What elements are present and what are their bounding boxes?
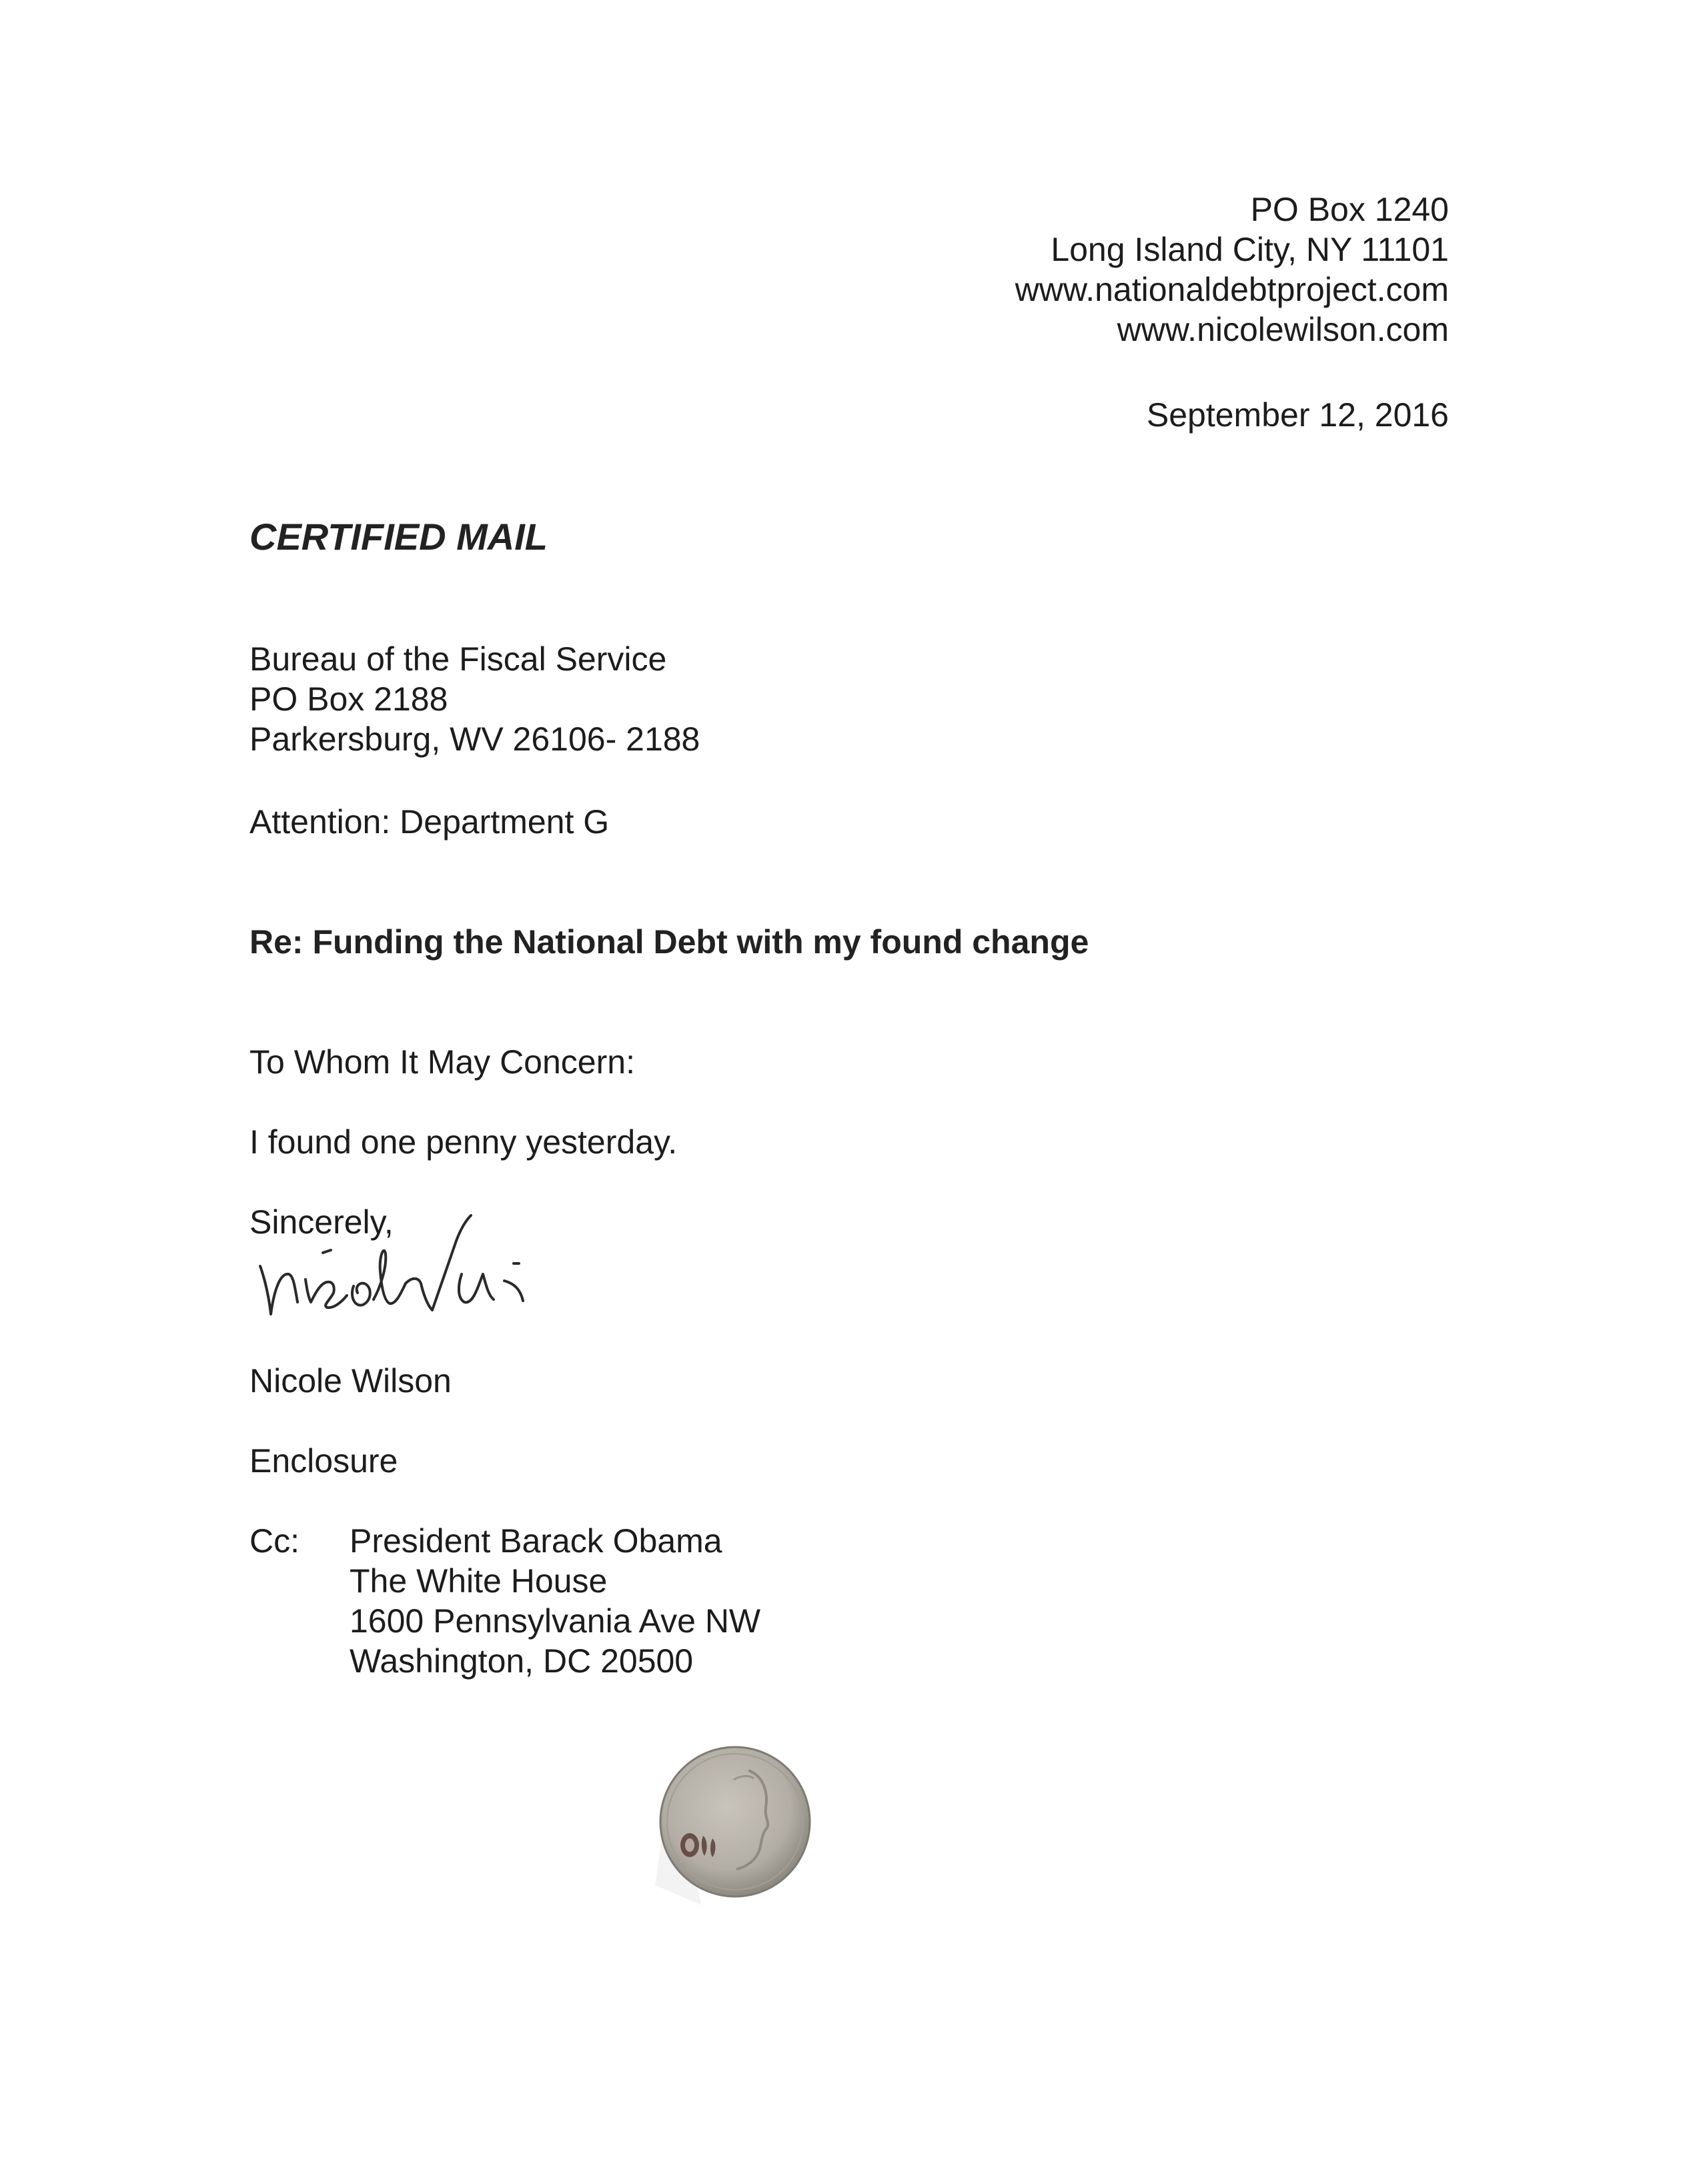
- handwritten-signature: [253, 1214, 627, 1347]
- sender-address-block: [1015, 189, 1449, 350]
- letter-date: September 12, 2016: [1146, 396, 1449, 434]
- complimentary-closing: Sincerely,: [249, 1203, 394, 1241]
- signer-name: Nicole Wilson: [249, 1362, 452, 1400]
- sender-po-box: PO Box 1240: [1250, 191, 1449, 228]
- recipient-address-block: [249, 639, 700, 759]
- cc-address-line-3: Washington, DC 20500: [350, 1642, 694, 1680]
- sender-website-personal: www.nicolewilson.com: [1117, 311, 1449, 348]
- salutation: To Whom It May Concern:: [249, 1043, 635, 1081]
- cc-name: President Barack Obama: [350, 1522, 722, 1560]
- penny-coin-image: [648, 1738, 822, 1912]
- sender-website-national-debt: www.nationaldebtproject.com: [1015, 271, 1449, 308]
- sender-city-state-zip: Long Island City, NY 11101: [1051, 231, 1449, 268]
- recipient-po-box: PO Box 2188: [249, 680, 448, 718]
- cc-address-line-2: 1600 Pennsylvania Ave NW: [350, 1602, 761, 1640]
- certified-mail-heading: CERTIFIED MAIL: [249, 516, 548, 558]
- enclosure-notation: Enclosure: [249, 1442, 398, 1480]
- cc-address-line-1: The White House: [350, 1562, 608, 1600]
- cc-address-block: [350, 1521, 760, 1681]
- attention-line: Attention: Department G: [249, 803, 610, 841]
- cc-label: Cc:: [249, 1522, 300, 1560]
- recipient-name: Bureau of the Fiscal Service: [249, 640, 667, 678]
- subject-line: Re: Funding the National Debt with my found change: [249, 923, 1089, 961]
- recipient-city-state-zip: Parkersburg, WV 26106- 2188: [249, 720, 700, 758]
- letter-body: I found one penny yesterday.: [249, 1123, 678, 1161]
